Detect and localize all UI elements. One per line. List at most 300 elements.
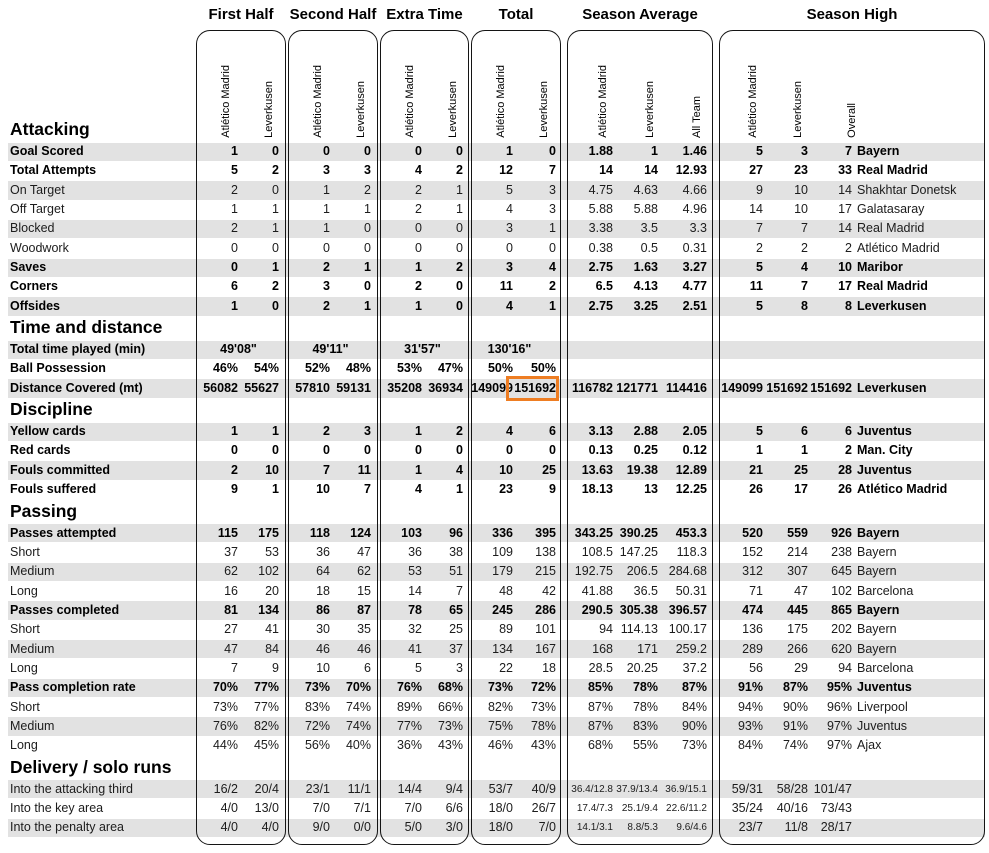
- stat-cell: 12.89: [675, 462, 707, 477]
- stat-cell: 5.88: [633, 202, 658, 217]
- stat-cell: 73%: [437, 718, 463, 733]
- table-row: [0, 422, 989, 441]
- stat-cell: 10: [316, 660, 330, 675]
- stat-cell: 36934: [428, 380, 463, 395]
- stat-cell: 6: [549, 424, 556, 439]
- stat-cell: 23/7: [738, 820, 763, 835]
- stat-cell: 0: [364, 221, 371, 236]
- row-label: Ball Possession: [10, 361, 106, 376]
- row-label: Into the key area: [10, 800, 104, 815]
- stat-cell: 4/0: [220, 820, 238, 835]
- stat-cell: 0: [549, 443, 556, 458]
- stat-cell: 6: [801, 424, 808, 439]
- stat-cell: 102: [831, 583, 852, 598]
- stat-cell: 36.5: [633, 583, 658, 598]
- stat-cell: 4: [506, 202, 513, 217]
- stat-cell: 17.4/7.3: [576, 802, 613, 814]
- stat-cell: 9.6/4.6: [676, 822, 707, 834]
- stat-cell: 12.93: [675, 163, 707, 178]
- stat-cell: 18/0: [488, 820, 513, 835]
- stat-cell: 10: [265, 462, 279, 477]
- stat-cell: 6: [364, 660, 371, 675]
- stat-cell: 1: [323, 202, 330, 217]
- stat-cell: 74%: [345, 699, 371, 714]
- stat-cell: 3: [456, 660, 463, 675]
- stat-cell: 138: [535, 544, 556, 559]
- stat-cell: 11/8: [784, 820, 808, 835]
- stat-cell: 0: [506, 240, 513, 255]
- stat-cell: 0.38: [588, 240, 613, 255]
- table-row: [0, 620, 989, 639]
- stat-cell: 2: [231, 221, 238, 236]
- stat-cell: 58/28: [776, 781, 808, 796]
- stat-cell: 12.25: [675, 482, 707, 497]
- stat-cell: 73%: [304, 680, 330, 695]
- stat-cell: 118: [309, 525, 330, 540]
- column-header-label: Leverkusen: [446, 81, 459, 138]
- stat-cell: 0: [272, 443, 279, 458]
- table-row: [0, 297, 989, 316]
- stat-cell: 93%: [737, 718, 763, 733]
- stat-cell: 37.9/13.4: [616, 783, 658, 795]
- table-row: [0, 258, 989, 277]
- stat-cell: 9: [272, 660, 279, 675]
- stat-cell: 36: [408, 544, 422, 559]
- stat-cell: 134: [492, 641, 513, 656]
- stat-cell: 50%: [530, 361, 556, 376]
- stat-cell: 2.05: [682, 424, 707, 439]
- stat-cell-team: Real Madrid: [857, 163, 928, 178]
- row-label: Total time played (min): [10, 342, 146, 357]
- section-header: Attacking: [10, 119, 90, 139]
- stat-cell: 7: [364, 482, 371, 497]
- row-label: Long: [10, 583, 38, 598]
- stat-cell: 56082: [203, 380, 238, 395]
- stat-cell: 87%: [782, 680, 808, 695]
- row-label: Short: [10, 544, 40, 559]
- stat-cell: 2: [756, 240, 763, 255]
- row-label: Short: [10, 622, 40, 637]
- stat-cell: 89: [499, 622, 513, 637]
- group-title-second-half: Second Half: [289, 6, 377, 23]
- stat-cell: 3: [364, 163, 371, 178]
- stat-cell: 36: [316, 544, 330, 559]
- stat-cell: 97%: [826, 718, 852, 733]
- stat-cell-team: Juventus: [857, 680, 912, 695]
- stat-cell: 0: [323, 443, 330, 458]
- stat-cell-team: Bayern: [857, 544, 897, 559]
- stat-cell: 70%: [345, 680, 371, 695]
- stat-cell: 5: [756, 144, 763, 158]
- stat-cell: 76%: [396, 680, 422, 695]
- stat-cell: 114416: [665, 380, 707, 395]
- stat-cell: 0.25: [633, 443, 658, 458]
- stat-cell: 7/0: [538, 820, 556, 835]
- stat-cell: 136: [742, 622, 763, 637]
- stat-cell-team: Barcelona: [857, 660, 914, 675]
- stat-cell: 1.63: [633, 260, 658, 275]
- stat-cell: 35208: [387, 380, 422, 395]
- stat-cell: 91%: [737, 680, 763, 695]
- stat-cell: 2: [323, 298, 330, 313]
- stat-cell: 49'08": [220, 342, 257, 357]
- stat-cell: 70%: [212, 680, 238, 695]
- stat-cell: 83%: [304, 699, 330, 714]
- stat-cell: 9: [549, 482, 556, 497]
- table-row: [0, 181, 989, 200]
- stat-cell: 35/24: [731, 800, 763, 815]
- stat-cell: 37.2: [682, 660, 707, 675]
- stat-cell: 1: [364, 298, 371, 313]
- stat-cell: 4: [415, 482, 422, 497]
- stat-cell: 1: [231, 202, 238, 217]
- stat-cell: 0: [231, 260, 238, 275]
- column-header-label: Atlético Madrid: [403, 65, 416, 138]
- stat-cell-team: Bayern: [857, 602, 900, 617]
- section-header: Discipline: [10, 399, 93, 420]
- stat-cell: 1: [231, 424, 238, 439]
- stat-cell: 168: [592, 641, 613, 656]
- stat-cell: 4: [456, 462, 463, 477]
- stat-cell: 3: [506, 221, 513, 236]
- stat-cell: 7: [801, 221, 808, 236]
- stat-cell: 0: [456, 240, 463, 255]
- row-label: Blocked: [10, 221, 55, 236]
- stat-cell: 3.5: [640, 221, 658, 236]
- table-row: [0, 736, 989, 755]
- stat-cell: 109: [492, 544, 513, 559]
- stat-cell: 12: [499, 163, 513, 178]
- column-header-label: Leverkusen: [791, 81, 804, 138]
- stat-cell: 0.13: [588, 443, 613, 458]
- table-row: [0, 461, 989, 480]
- stat-cell: 2.75: [588, 260, 613, 275]
- table-row: [0, 142, 989, 161]
- stat-cell: 1: [415, 462, 422, 477]
- stat-cell: 14: [838, 221, 852, 236]
- column-header-label: Leverkusen: [262, 81, 275, 138]
- stat-cell: 14.1/3.1: [576, 822, 613, 834]
- stat-cell: 91%: [782, 718, 808, 733]
- stat-cell-team: Real Madrid: [857, 221, 925, 236]
- stat-cell: 82%: [253, 718, 279, 733]
- stat-cell: 5: [756, 298, 763, 313]
- stat-cell: 4.75: [588, 182, 613, 197]
- stat-cell: 14: [599, 163, 613, 178]
- stat-cell: 4: [549, 260, 556, 275]
- table-row: [0, 379, 989, 398]
- stat-cell: 1: [323, 182, 330, 197]
- stat-cell: 62: [224, 564, 238, 579]
- stat-cell: 87%: [587, 699, 613, 714]
- stat-cell: 7: [845, 144, 852, 158]
- stat-cell: 134: [258, 602, 279, 617]
- stat-cell: 25: [794, 462, 808, 477]
- stat-cell: 41.88: [581, 583, 613, 598]
- stat-cell: 0: [506, 443, 513, 458]
- stat-cell: 10: [794, 182, 808, 197]
- stat-cell: 286: [535, 602, 556, 617]
- stat-cell: 0: [456, 443, 463, 458]
- stat-cell: 27: [749, 163, 763, 178]
- stat-cell: 52%: [304, 361, 330, 376]
- stat-cell: 130'16": [487, 342, 532, 357]
- stat-cell: 1: [272, 424, 279, 439]
- stat-cell: 14: [644, 163, 658, 178]
- stat-cell-team: Shakhtar Donetsk: [857, 182, 957, 197]
- stat-cell: 4/0: [261, 820, 279, 835]
- stat-cell: 151692: [514, 380, 556, 395]
- table-row: [0, 562, 989, 581]
- stat-cell: 2: [272, 279, 279, 294]
- stat-cell: 1: [231, 144, 238, 158]
- stat-cell: 1: [415, 424, 422, 439]
- stat-cell: 1: [231, 298, 238, 313]
- stat-cell: 1: [323, 221, 330, 236]
- stat-cell: 215: [535, 564, 556, 579]
- stat-cell: 77%: [253, 699, 279, 714]
- stat-cell-team: Real Madrid: [857, 279, 928, 294]
- column-header-label: Leverkusen: [643, 81, 656, 138]
- stat-cell: 5: [506, 182, 513, 197]
- stat-cell: 65: [449, 602, 463, 617]
- stat-cell: 1.88: [588, 144, 613, 158]
- stat-cell: 42: [542, 583, 556, 598]
- row-label: Distance Covered (mt): [10, 380, 143, 395]
- column-header-label: Atlético Madrid: [494, 65, 507, 138]
- stat-cell: 171: [637, 641, 658, 656]
- stat-cell: 97%: [826, 738, 852, 753]
- table-row: [0, 717, 989, 736]
- column-header-label: Atlético Madrid: [311, 65, 324, 138]
- stat-cell: 2: [415, 279, 422, 294]
- stat-cell: 1: [651, 144, 658, 158]
- stat-cell: 0: [415, 221, 422, 236]
- stat-cell: 59/31: [731, 781, 763, 796]
- stat-cell: 0/0: [353, 820, 371, 835]
- stat-cell: 84: [265, 641, 279, 656]
- stat-cell: 59131: [336, 380, 371, 395]
- stat-cell: 7: [801, 279, 808, 294]
- stat-cell: 4.96: [682, 202, 707, 217]
- stat-cell: 57810: [295, 380, 330, 395]
- stat-cell: 2: [231, 462, 238, 477]
- stat-cell: 68%: [587, 738, 613, 753]
- stat-cell: 1: [456, 202, 463, 217]
- group-title-season-high: Season High: [806, 6, 898, 23]
- stat-cell-team: Juventus: [857, 718, 908, 733]
- stat-cell: 43%: [437, 738, 463, 753]
- stat-cell: 75%: [487, 718, 513, 733]
- stat-cell: 7/1: [353, 800, 371, 815]
- stat-cell: 115: [217, 525, 238, 540]
- stat-cell: 41: [265, 622, 279, 637]
- stat-cell: 11: [749, 279, 763, 294]
- stat-cell: 175: [787, 622, 808, 637]
- row-label: Goal Scored: [10, 144, 84, 158]
- stat-cell: 18.13: [581, 482, 613, 497]
- table-row: [0, 340, 989, 359]
- stat-cell: 94: [838, 660, 852, 675]
- table-row: [0, 480, 989, 499]
- stat-cell: 2.51: [682, 298, 707, 313]
- table-row: [0, 582, 989, 601]
- stat-cell: 53: [265, 544, 279, 559]
- stat-cell: 5: [231, 163, 238, 178]
- column-header-label: Leverkusen: [354, 81, 367, 138]
- stat-cell: 78: [408, 602, 422, 617]
- stat-cell: 64: [316, 564, 330, 579]
- stat-cell: 78%: [632, 680, 658, 695]
- stat-cell: 8: [845, 298, 852, 313]
- stat-cell: 16/2: [213, 781, 238, 796]
- stat-cell: 38: [449, 544, 463, 559]
- stat-cell: 2: [272, 163, 279, 178]
- stat-cell: 2: [323, 424, 330, 439]
- row-label: Corners: [10, 279, 58, 294]
- stat-cell: 3: [323, 163, 330, 178]
- stat-cell: 36.4/12.8: [571, 783, 613, 795]
- stat-cell: 336: [492, 525, 513, 540]
- stat-cell: 32: [408, 622, 422, 637]
- stat-cell: 0: [456, 298, 463, 313]
- stat-cell: 86: [316, 602, 330, 617]
- row-label: Into the attacking third: [10, 781, 133, 796]
- stat-cell: 151692: [810, 380, 852, 395]
- stat-cell: 20: [265, 583, 279, 598]
- stat-cell: 175: [258, 525, 279, 540]
- stat-cell: 30: [316, 622, 330, 637]
- stat-cell: 7: [456, 583, 463, 598]
- stat-cell: 2: [845, 240, 852, 255]
- stat-cell: 33: [838, 163, 852, 178]
- stat-cell-team: Bayern: [857, 144, 900, 158]
- row-label: Woodwork: [10, 240, 69, 255]
- stat-cell: 520: [742, 525, 763, 540]
- stat-cell: 47%: [437, 361, 463, 376]
- stat-cell: 1: [549, 298, 556, 313]
- stat-cell: 0: [415, 240, 422, 255]
- table-row: [0, 678, 989, 697]
- row-label: Off Target: [10, 202, 65, 217]
- stat-cell: 87: [357, 602, 371, 617]
- stat-cell: 1: [549, 221, 556, 236]
- stat-cell-team: Atlético Madrid: [857, 240, 940, 255]
- stat-cell: 68%: [437, 680, 463, 695]
- stat-cell: 3.38: [588, 221, 613, 236]
- row-label: Red cards: [10, 443, 71, 458]
- stat-cell: 0: [364, 279, 371, 294]
- table-row: [0, 219, 989, 238]
- stat-cell: 0: [456, 221, 463, 236]
- stat-cell: 395: [535, 525, 556, 540]
- section-header: Passing: [10, 500, 78, 521]
- stat-cell: 3: [549, 202, 556, 217]
- stat-cell: 0: [549, 240, 556, 255]
- stat-cell-team: Barcelona: [857, 583, 914, 598]
- row-label: Long: [10, 738, 38, 753]
- stat-cell: 0: [323, 240, 330, 255]
- stat-cell: 5: [756, 424, 763, 439]
- stat-cell: 343.25: [574, 525, 613, 540]
- stat-cell: 206.5: [626, 564, 658, 579]
- stat-cell: 46%: [487, 738, 513, 753]
- stat-cell: 1: [415, 298, 422, 313]
- stat-cell: 390.25: [619, 525, 658, 540]
- stat-cell-team: Man. City: [857, 443, 913, 458]
- stat-cell: 25: [449, 622, 463, 637]
- column-header-label: Leverkusen: [537, 81, 550, 138]
- row-label: Pass completion rate: [10, 680, 136, 695]
- stat-cell-team: Leverkusen: [857, 298, 927, 313]
- stat-cell: 4.66: [682, 182, 707, 197]
- stat-cell: 22.6/11.2: [666, 802, 707, 814]
- column-header-label: Atlético Madrid: [596, 65, 609, 138]
- stat-cell: 56: [749, 660, 763, 675]
- group-title-first-half: First Half: [208, 6, 274, 23]
- stat-cell: 23: [794, 163, 808, 178]
- stat-cell: 37: [449, 641, 463, 656]
- table-row: [0, 543, 989, 562]
- stat-cell: 74%: [345, 718, 371, 733]
- stat-cell: 5/0: [404, 820, 422, 835]
- stat-cell: 78%: [632, 699, 658, 714]
- stat-cell: 53%: [396, 361, 422, 376]
- stat-cell: 8: [801, 298, 808, 313]
- stat-cell: 7/0: [404, 800, 422, 815]
- row-label: Passes completed: [10, 602, 120, 617]
- stat-cell: 0: [415, 144, 422, 158]
- stat-cell: 72%: [304, 718, 330, 733]
- stat-cell: 147.25: [619, 544, 658, 559]
- stat-cell: 50.31: [675, 583, 707, 598]
- stat-cell: 26: [749, 482, 763, 497]
- table-row: [0, 601, 989, 620]
- stat-cell: 4/0: [220, 800, 238, 815]
- row-label: Long: [10, 660, 38, 675]
- stat-cell-team: Atlético Madrid: [857, 482, 948, 497]
- stat-cell: 0.5: [640, 240, 658, 255]
- stat-cell: 289: [742, 641, 763, 656]
- stat-cell: 17: [794, 482, 808, 497]
- table-row: [0, 524, 989, 543]
- stat-cell: 90%: [782, 699, 808, 714]
- stat-cell-team: Maribor: [857, 260, 903, 275]
- table-row: [0, 780, 989, 799]
- stat-cell: 28: [838, 462, 852, 477]
- row-label: Total Attempts: [10, 163, 97, 178]
- stat-cell: 2: [364, 182, 371, 197]
- stat-cell: 90%: [681, 718, 707, 733]
- stat-cell: 46: [316, 641, 330, 656]
- stats-rows: [0, 118, 989, 838]
- stat-cell: 20/4: [254, 781, 279, 796]
- stat-cell: 81: [224, 602, 238, 617]
- stat-cell: 0: [364, 443, 371, 458]
- stat-cell: 7: [756, 221, 763, 236]
- stat-cell: 2: [456, 260, 463, 275]
- column-header-label: Atlético Madrid: [219, 65, 232, 138]
- stat-cell: 22: [499, 660, 513, 675]
- stat-cell: 1: [801, 443, 808, 458]
- column-header-label: Overall: [845, 103, 858, 138]
- stat-cell: 10: [838, 260, 852, 275]
- stat-cell: 73%: [487, 680, 513, 695]
- stat-cell: 14/4: [397, 781, 422, 796]
- stat-cell: 108.5: [581, 544, 613, 559]
- stat-cell: 8.8/5.3: [627, 822, 658, 834]
- stat-cell: 25: [542, 462, 556, 477]
